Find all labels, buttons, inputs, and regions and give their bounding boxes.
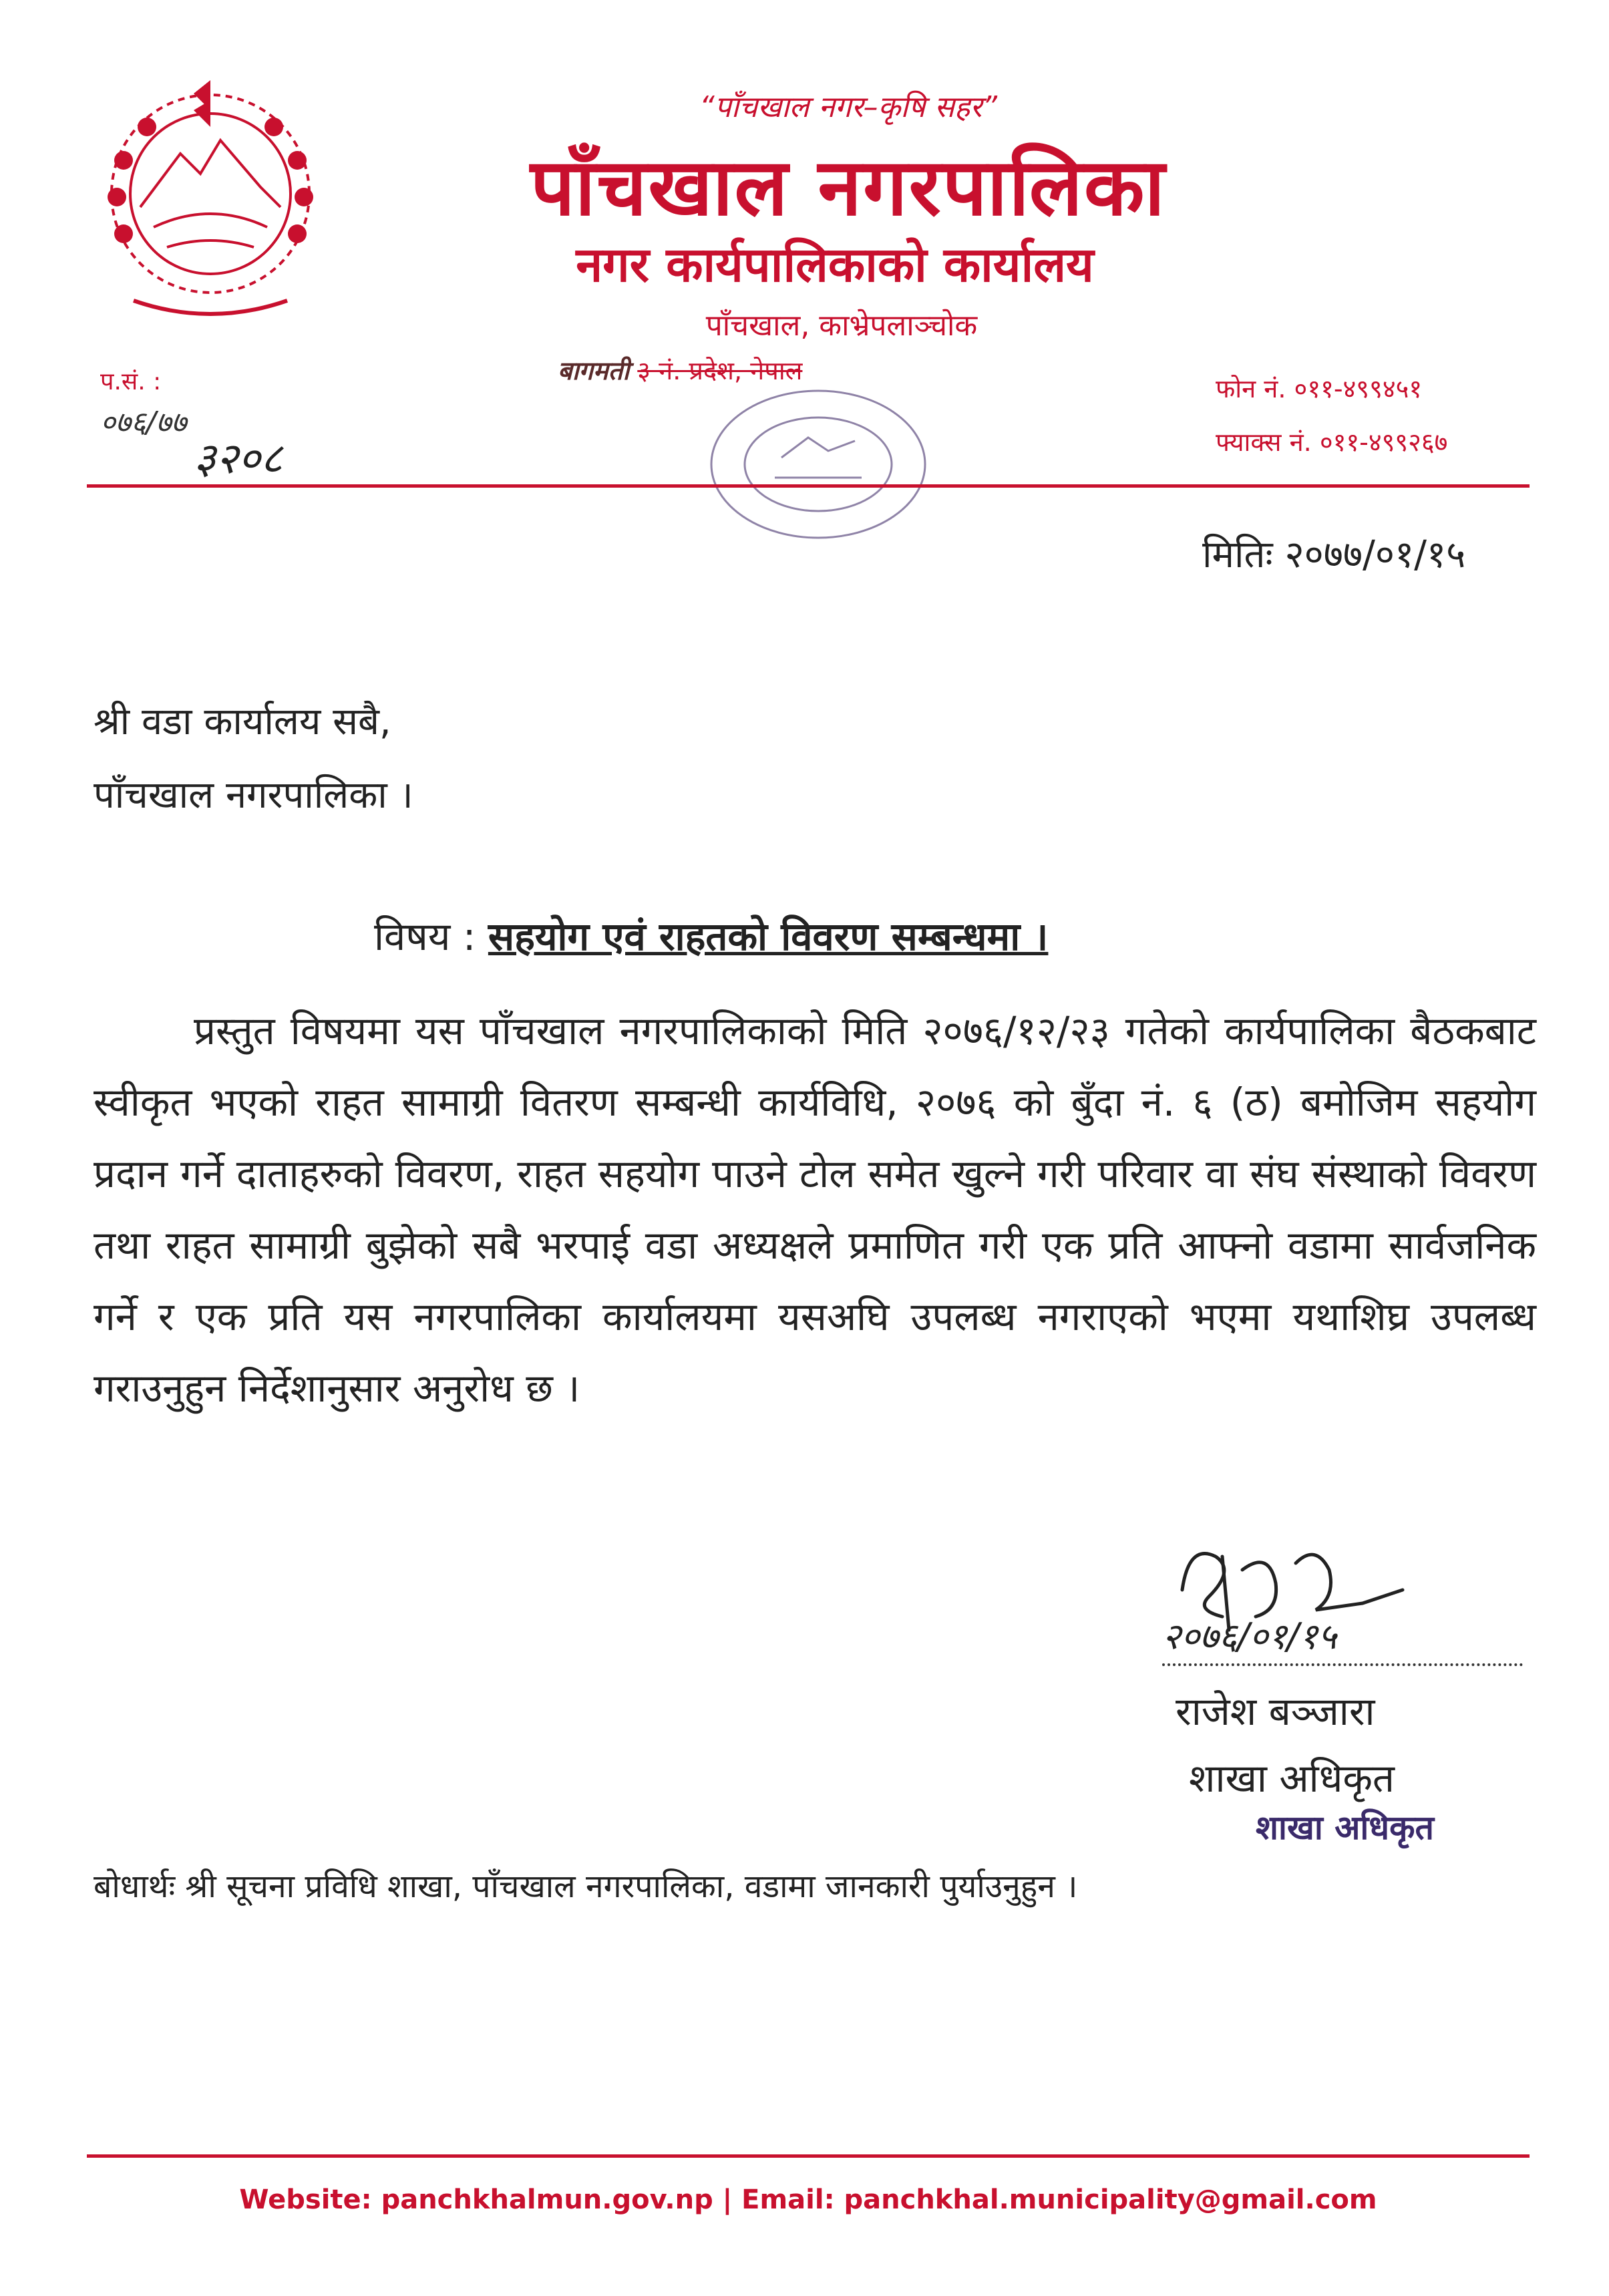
addressee-line-2: पाँचखाल नगरपालिका । [94,774,413,817]
signature-date: २०७६/०१/१५ [1162,1610,1523,1666]
province-number: ३ नं. प्रदेश, नेपाल [637,356,803,385]
footer-contact: Website: panchkhalmun.gov.np | Email: panchkhal.municipality@gmail.com [239,2184,1377,2215]
addressee-line-1: श्री वडा कार्यालय सबै, [94,700,391,744]
office-address: पाँचखाल, काभ्रेपलाञ्चोक [705,309,978,343]
municipality-motto: “पाँचखाल नगर–कृषि सहर” [699,90,998,124]
letter-body: प्रस्तुत विषयमा यस पाँचखाल नगरपालिकाको मिति २०७६/१२/२३ गतेको कार्यपालिका बैठकबाट स्वीकृत भएको राहत सामाग्री वितरण सम्बन्धी कार्यविधि, २०७६ को बुँदा नं. ६ (ठ) बमोजिम सहयोग प्रदान गर्ने दाताहरुको विवरण, राहत सहयोग पाउने टोल समेत खुल्ने गरी परिवार वा संघ संस्थाको विवरण तथा राहत सामाग्री बुझेको सबै भरपाई वडा अध्यक्षले प्रमाणित गरी एक प्रति आफ्नो वडामा सार्वजनिक गर्ने र एक प्रति यस नगरपालिका कार्यालयमा यसअघि उपलब्ध नगराएको भएमा यथाशिघ्र उपलब्ध गराउनुहुन निर्देशानुसार अनुरोध छ । [94,1008,1536,1411]
subject-line [374,909,1048,961]
signatory-name: राजेश बञ्जारा [1176,1689,1375,1734]
office-round-stamp-icon [695,377,942,551]
nepal-government-emblem-icon [94,80,327,327]
office-name: नगर कार्यपालिकाको कार्यालय [576,236,1094,293]
carbon-copy-note: बोधार्थः श्री सूचना प्रविधि शाखा, पाँचखाल नगरपालिका, वडामा जानकारी पुर्याउनुहुन । [94,1868,1078,1905]
phone-number: फोन नं. ०११-४९९४५१ [1216,374,1423,403]
municipality-title: पाँचखाल नगरपालिका [530,141,1167,233]
reference-label: प.सं. : [100,368,162,395]
reference-handwritten-number: ३२०८ [194,434,283,484]
letter-date: मितिः २०७७/०१/१५ [1202,533,1466,577]
subject-text: सहयोग एवं राहतको विवरण सम्बन्धमा । [488,914,1049,959]
subject-label: विषय : [374,914,476,959]
reference-number: ०७६/७७ [100,405,187,440]
fax-number: फ्याक्स नं. ०११-४९९२६७ [1216,428,1448,457]
signatory-title: शाखा अधिकृत [1189,1756,1395,1801]
province-name: बागमती [558,356,630,385]
signatory-title-stamp: शाखा अधिकृत [1256,1808,1435,1847]
header-divider [87,484,1530,488]
footer-divider [87,2154,1530,2158]
